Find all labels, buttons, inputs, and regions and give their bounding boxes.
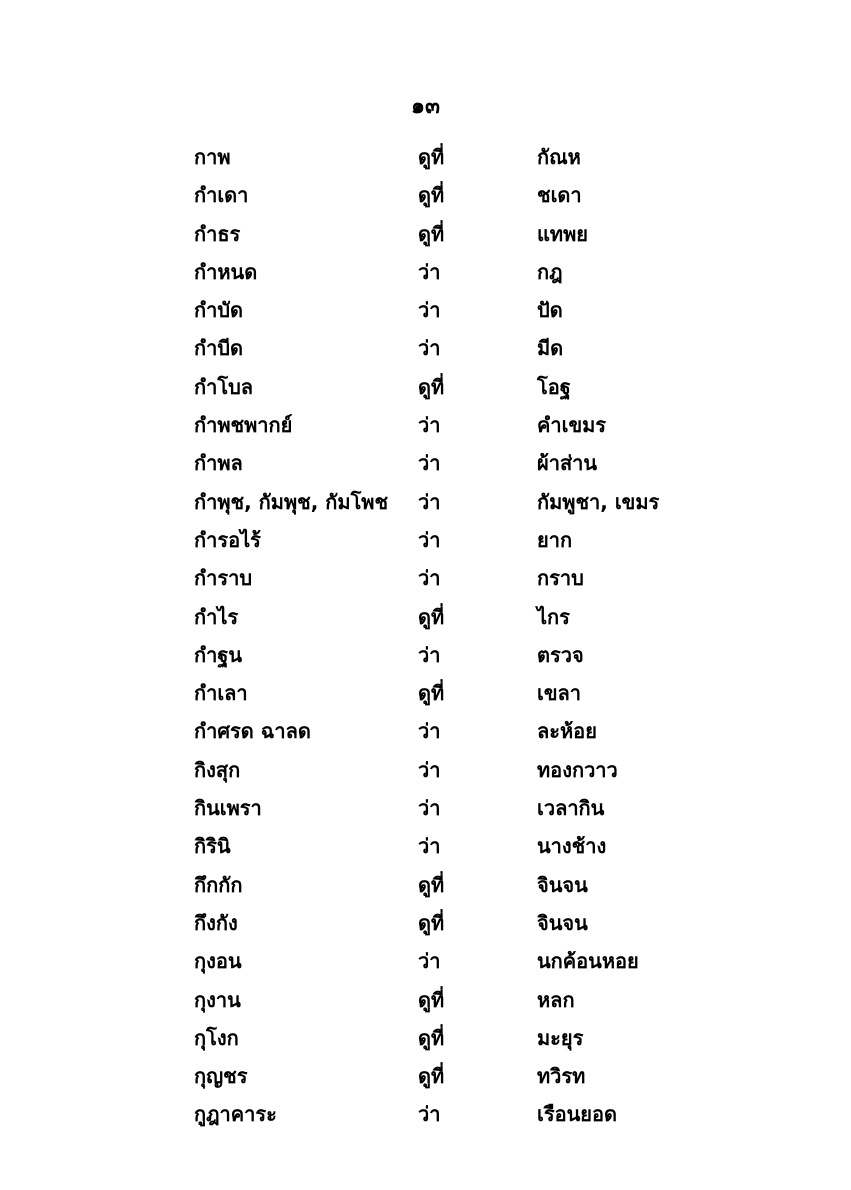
glossary-row: [0, 253, 851, 291]
glossary-row: [0, 1057, 851, 1095]
entry-term: กำฐน: [194, 642, 243, 667]
glossary-row: [0, 636, 851, 674]
glossary-row: [0, 444, 851, 482]
glossary-row: [0, 751, 851, 789]
entry-meaning: แทพย: [537, 221, 588, 246]
entry-term: กำพชพากย์: [194, 413, 293, 438]
glossary-row: [0, 827, 851, 865]
entry-relation: ว่า: [418, 796, 441, 821]
glossary-row: [0, 483, 851, 521]
entry-term: กำรอไร้: [194, 527, 261, 552]
entry-term: กำพล: [194, 451, 243, 476]
entry-relation: ว่า: [418, 834, 441, 859]
entry-meaning: นกค้อนหอย: [537, 949, 639, 974]
entry-meaning: จินจน: [537, 910, 588, 935]
glossary-row: [0, 406, 851, 444]
entry-meaning: มีด: [537, 336, 564, 361]
entry-term: กำเดา: [194, 183, 249, 208]
glossary-row: [0, 598, 851, 636]
glossary-row: [0, 712, 851, 750]
entry-meaning: นางช้าง: [537, 834, 607, 859]
entry-term: กุงอน: [194, 949, 242, 974]
entry-meaning: ปัด: [537, 298, 563, 323]
glossary-row: [0, 176, 851, 214]
entry-term: กำบีด: [194, 336, 244, 361]
entry-term: กึกกัก: [194, 872, 243, 897]
entry-meaning: กฎ: [537, 259, 563, 284]
entry-relation: ดูที่: [418, 681, 445, 706]
entry-term: กำหนด: [194, 259, 258, 284]
glossary-row: [0, 215, 851, 253]
glossary-row: [0, 1019, 851, 1057]
entry-relation: ว่า: [418, 259, 441, 284]
page-number: ๑๓: [410, 94, 440, 119]
entry-relation: ดูที่: [418, 910, 445, 935]
entry-term: กำธร: [194, 221, 241, 246]
entry-term: กิรินิ: [194, 834, 231, 859]
entry-relation: ว่า: [418, 451, 441, 476]
entry-term: กิงสุก: [194, 757, 241, 782]
entry-relation: ดูที่: [418, 145, 445, 169]
entry-relation: ดูที่: [418, 872, 445, 897]
entry-meaning: หลก: [537, 987, 575, 1012]
glossary-row: [0, 521, 851, 559]
entry-meaning: ชเดา: [537, 183, 582, 208]
glossary-row: [0, 138, 851, 176]
entry-term: กุงาน: [194, 987, 241, 1012]
entry-term: กึงกัง: [194, 910, 238, 935]
entry-meaning: กัมพูชา, เขมร: [537, 489, 660, 514]
glossary-row: [0, 981, 851, 1019]
glossary-entries: [0, 138, 851, 1134]
entry-relation: ดูที่: [418, 987, 445, 1012]
entry-meaning: กัณห: [537, 145, 581, 169]
entry-relation: ว่า: [418, 757, 441, 782]
glossary-row: [0, 329, 851, 367]
glossary-row: [0, 1095, 851, 1133]
glossary-row: [0, 674, 851, 712]
entry-meaning: ทวิรท: [537, 1064, 586, 1089]
entry-term: กาพ: [194, 145, 231, 169]
entry-relation: ดูที่: [418, 183, 445, 208]
entry-meaning: โอฐ: [537, 374, 571, 399]
entry-relation: ว่า: [418, 949, 441, 974]
entry-relation: ว่า: [418, 298, 441, 323]
glossary-row: [0, 368, 851, 406]
entry-relation: ว่า: [418, 1102, 441, 1127]
entry-term: กำเลา: [194, 681, 248, 706]
entry-meaning: คำเขมร: [537, 413, 607, 438]
entry-relation: ว่า: [418, 566, 441, 591]
glossary-row: [0, 942, 851, 980]
entry-relation: ดูที่: [418, 374, 445, 399]
entry-relation: ดูที่: [418, 221, 445, 246]
entry-relation: ว่า: [418, 642, 441, 667]
entry-meaning: ยาก: [537, 527, 573, 552]
entry-term: กำพุช, กัมพุช, กัมโพช: [194, 489, 389, 514]
entry-term: กูฎาคาระ: [194, 1102, 277, 1127]
entry-relation: ว่า: [418, 489, 441, 514]
entry-meaning: เขลา: [537, 681, 581, 706]
entry-relation: ว่า: [418, 527, 441, 552]
entry-relation: ว่า: [418, 413, 441, 438]
glossary-row: [0, 866, 851, 904]
entry-term: กำไร: [194, 604, 239, 629]
glossary-row: [0, 559, 851, 597]
glossary-row: [0, 904, 851, 942]
entry-meaning: กราบ: [537, 566, 584, 591]
entry-relation: ว่า: [418, 336, 441, 361]
entry-term: กำบัด: [194, 298, 244, 323]
entry-meaning: มะยุร: [537, 1025, 584, 1050]
entry-term: กินเพรา: [194, 796, 262, 821]
entry-meaning: ไกร: [537, 604, 570, 629]
entry-term: กำโบล: [194, 374, 254, 399]
entry-term: กำราบ: [194, 566, 253, 591]
entry-relation: ดูที่: [418, 604, 445, 629]
entry-term: กำศรด ฉาลด: [194, 719, 311, 744]
entry-meaning: จินจน: [537, 872, 588, 897]
entry-relation: ดูที่: [418, 1064, 445, 1089]
glossary-row: [0, 291, 851, 329]
entry-relation: ว่า: [418, 719, 441, 744]
entry-meaning: ทองกวาว: [537, 757, 618, 782]
entry-meaning: ตรวจ: [537, 642, 584, 667]
entry-term: กุโงก: [194, 1025, 239, 1050]
entry-meaning: เวลากิน: [537, 796, 605, 821]
entry-term: กุญชร: [194, 1064, 248, 1089]
entry-meaning: ผ้าส่าน: [537, 451, 598, 476]
entry-meaning: เรือนยอด: [537, 1102, 617, 1127]
glossary-row: [0, 789, 851, 827]
entry-meaning: ละห้อย: [537, 719, 597, 744]
entry-relation: ดูที่: [418, 1025, 445, 1050]
